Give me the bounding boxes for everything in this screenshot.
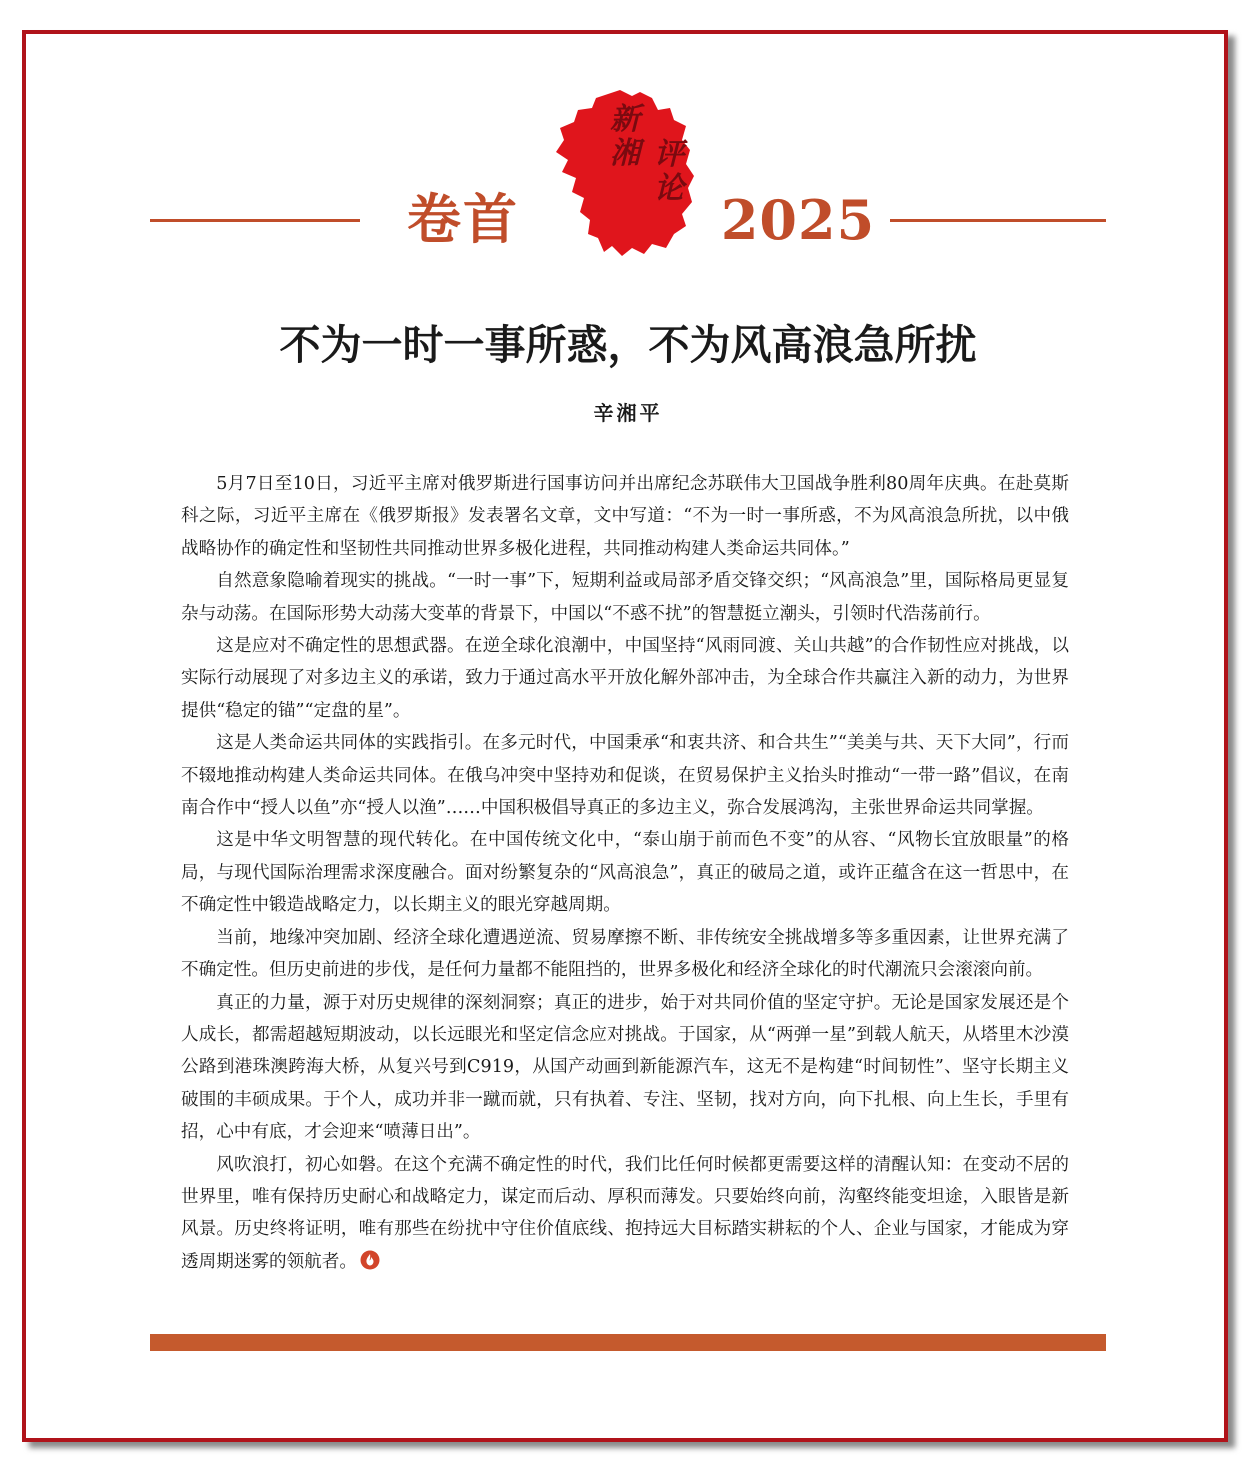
header-rule-left	[150, 219, 360, 222]
paragraph-2: 自然意象隐喻着现实的挑战。“一时一事”下，短期利益或局部矛盾交锋交织；“风高浪急”里，国际格局更显复杂与动荡。在国际形势大动荡大变革的背景下，中国以“不惑不扰”的智慧挺立潮头，引领时代浩荡前行。	[181, 571, 1069, 624]
paragraph-5: 这是中华文明智慧的现代转化。在中国传统文化中，“泰山崩于前而色不变”的从容、“风物长宜放眼量”的格局，与现代国际治理需求深度融合。面对纷繁复杂的“风高浪急”，真正的破局之道，或许正蕴含在这一哲思中，在不确定性中锻造战略定力，以长期主义的眼光穿越周期。	[181, 830, 1069, 916]
article-author: 辛湘平	[593, 401, 663, 425]
logo-text-xinxiang: 新湘	[610, 102, 640, 171]
article-title: 不为一时一事所惑，不为风高浪急所扰	[279, 321, 977, 369]
issue-year: 2025	[720, 188, 876, 252]
paragraph-6: 当前，地缘冲突加剧、经济全球化遭遇逆流、贸易摩擦不断、非传统安全挑战增多等多重因素，让世界充满了不确定性。但历史前进的步伐，是任何力量都不能阻挡的，世界多极化和经济全球化的时代潮流只会滚滚向前。	[181, 927, 1069, 981]
bottom-accent-bar	[150, 1334, 1106, 1351]
end-mark-icon	[360, 1250, 380, 1270]
paragraph-1: 5月7日至10日，习近平主席对俄罗斯进行国事访问并出席纪念苏联伟大卫国战争胜利80周年庆典。在赴莫斯科之际，习近平主席在《俄罗斯报》发表署名文章，文中写道：“不为一时一事所惑，不为风高浪急所扰，以中俄战略协作的确定性和坚韧性共同推动世界多极化进程，共同推动构建人类命运共同体。”	[181, 474, 1069, 559]
paragraph-3: 这是应对不确定性的思想武器。在逆全球化浪潮中，中国坚持“风雨同渡、关山共越”的合作韧性应对挑战，以实际行动展现了对多边主义的承诺，致力于通过高水平开放化解外部冲击，为全球合作共赢注入新的动力，为世界提供“稳定的锚”“定盘的星”。	[181, 636, 1069, 721]
paragraph-4: 这是人类命运共同体的实践指引。在多元时代，中国秉承“和衷共济、和合共生”“美美与共、天下大同”，行而不辍地推动构建人类命运共同体。在俄乌冲突中坚持劝和促谈，在贸易保护主义抬头时推动“一带一路”倡议，在南南合作中“授人以鱼”亦“授人以渔”……中国积极倡导真正的多边主义，弥合发展鸿沟，主张世界命运共同掌握。	[181, 733, 1069, 819]
header-rule-right	[890, 219, 1106, 222]
article-body	[181, 468, 1069, 1318]
column-label: 卷首	[407, 188, 519, 251]
paragraph-8-text: 风吹浪打，初心如磐。在这个充满不确定性的时代，我们比任何时候都更需要这样的清醒认知：在变动不居的世界里，唯有保持历史耐心和战略定力，谋定而后动、厚积而薄发。只要始终向前，沟壑终能变坦途，入眼皆是新风景。历史终将证明，唯有那些在纷扰中守住价值底线、抱持远大目标踏实耕耘的个人、企业与国家，才能成为穿透周期迷雾的领航者。	[181, 1154, 1069, 1272]
paragraph-8	[181, 1149, 1069, 1279]
logo-text-pinglun: 评论	[654, 137, 684, 206]
paragraph-7: 真正的力量，源于对历史规律的深刻洞察；真正的进步，始于对共同价值的坚定守护。无论是国家发展还是个人成长，都需超越短期波动，以长远眼光和坚定信念应对挑战。于国家，从“两弹一星”到载人航天，从塔里木沙漠公路到港珠澳跨海大桥，从复兴号到C919，从国产动画到新能源汽车，这无不是构建“时间韧性”、坚守长期主义破围的丰硕成果。于个人，成功并非一蹴而就，只有执着、专注、坚韧，找对方向，向下扎根、向上生长，手里有招，心中有底，才会迎来“喷薄日出”。	[181, 992, 1069, 1143]
